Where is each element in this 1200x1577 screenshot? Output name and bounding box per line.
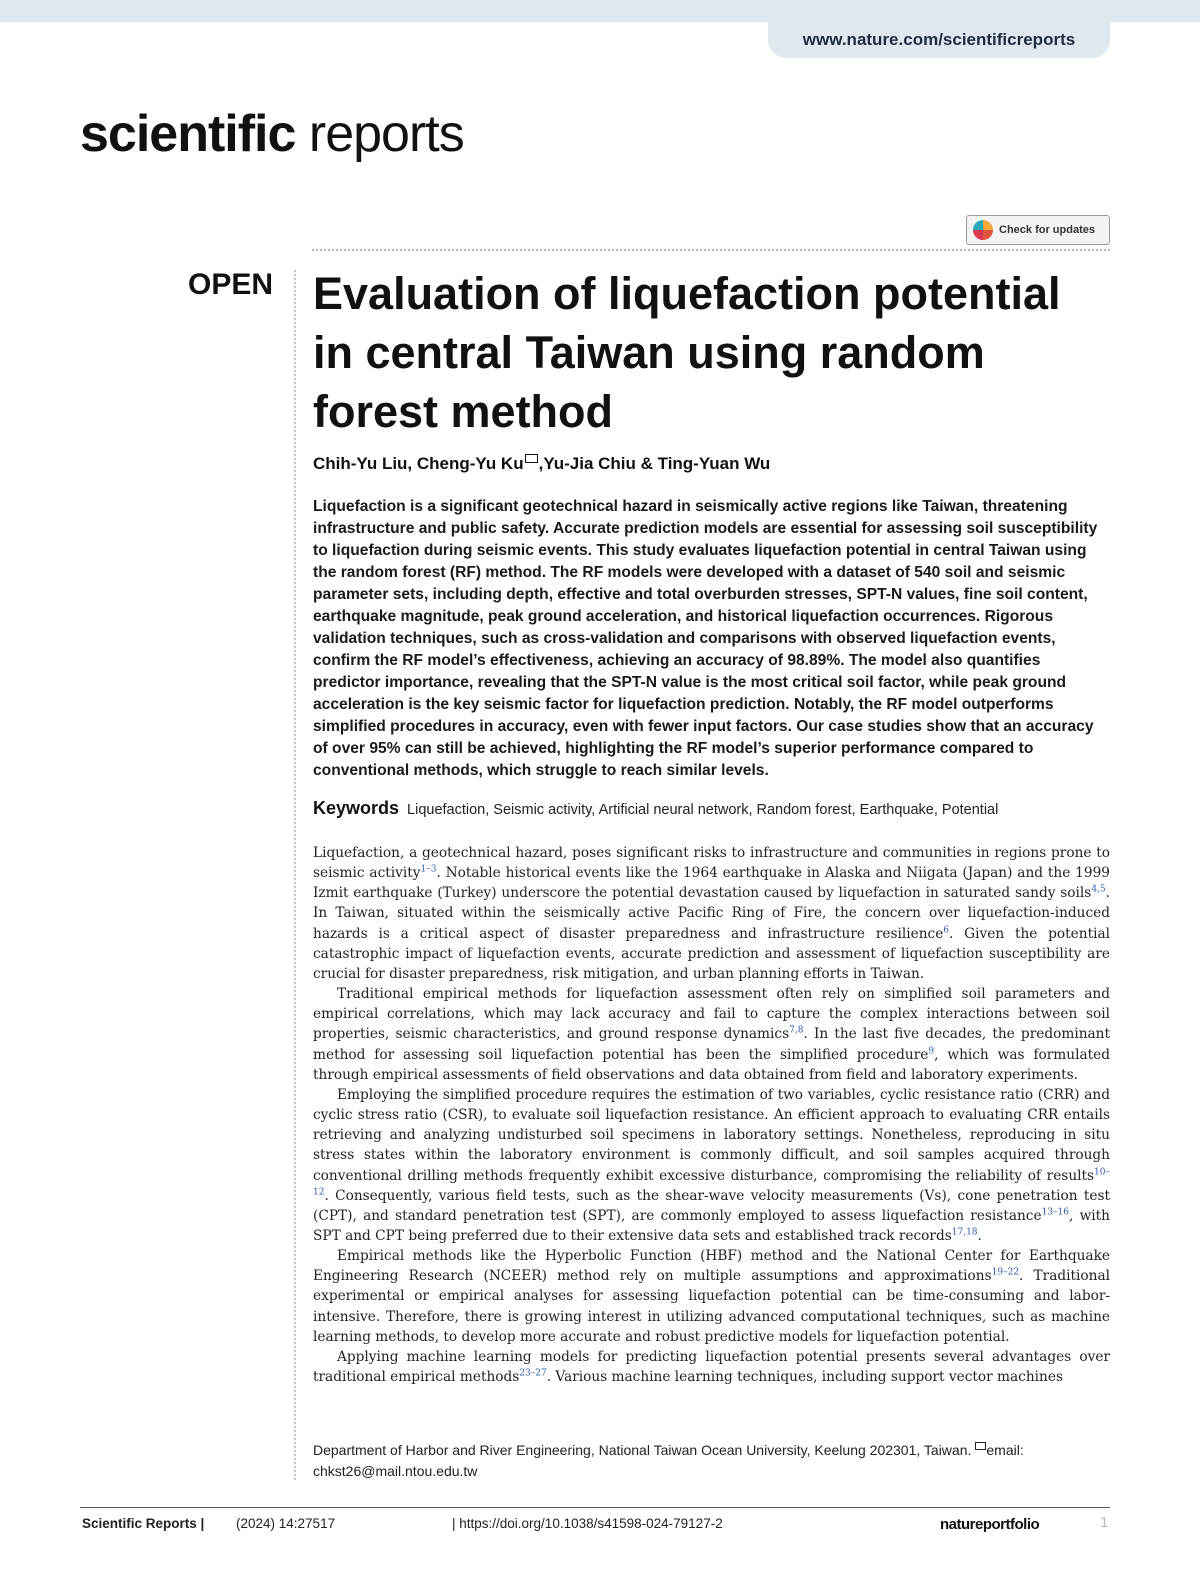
authors-rest: ,Yu-Jia Chiu & Ting-Yuan Wu: [538, 454, 771, 473]
paragraph-4: [313, 1246, 1110, 1347]
text: . Consequently, various field tests, such as the shear-wave velocity measurements (Vs), cone penetration test (CPT), and standard penetration test (SPT), are commonly employed to assess liquefaction resistance: [313, 1187, 1110, 1224]
text: . Given the potential catastrophic impact of liquefaction events, accurate prediction and assessment of liquefaction susceptibility are crucial for disaster preparedness, risk mitigation, and urban planning efforts in Taiwan.: [313, 925, 1110, 982]
envelope-icon: [975, 1442, 986, 1450]
email-link[interactable]: chkst26@mail.ntou.edu.tw: [313, 1463, 478, 1479]
paragraph-1: [313, 843, 1110, 984]
text: Employing the simplified procedure requires the estimation of two variables, cyclic resistance ratio (CRR) and cyclic stress ratio (CSR), to evaluate soil liquefaction resistance. An efficient approach to evaluating CRR entails retrieving and analyzing undisturbed soil specimens in laboratory settings. Nonetheless, reproducing in situ stress states within the laboratory environment is commonly difficult, and soil samples acquired through conventional drilling methods frequently exhibit excessive disturbance, compromising the reliability of results: [313, 1086, 1110, 1184]
footer-volume: (2024) 14:27517: [236, 1516, 336, 1531]
keywords-list: Liquefaction, Seismic activity, Artificial neural network, Random forest, Earthquake, Potential: [407, 802, 999, 818]
citation-link[interactable]: 10–12: [313, 1166, 1110, 1198]
authors-first: Chih-Yu Liu, Cheng-Yu Ku: [313, 454, 524, 473]
citation-link[interactable]: 1–3: [420, 864, 437, 875]
text: . Various machine learning techniques, including support vector machines: [546, 1369, 1063, 1386]
check-for-updates-label: Check for updates: [999, 224, 1095, 236]
article-title: Evaluation of liquefaction potential in central Taiwan using random forest method: [313, 268, 1061, 437]
text: .: [977, 1227, 982, 1244]
envelope-icon[interactable]: [525, 454, 538, 463]
text: . Traditional experimental or empirical analyses for assessing liquefaction potential can be time-consuming and labor-intensive. Therefore, there is growing interest in utilizing advanced computational techniques, such as machine learning methods, to develop more accurate and robust predictive models for liquefaction potential.: [313, 1268, 1110, 1345]
text: . In Taiwan, situated within the seismically active Pacific Ring of Fire, the concern over liquefaction-induced hazards is a critical aspect of disaster preparedness and infrastructure resilience: [313, 885, 1110, 942]
footer-divider: [80, 1507, 1110, 1508]
keywords-label: Keywords: [313, 798, 400, 818]
top-bar: [0, 0, 1200, 22]
footer-doi-link[interactable]: | https://doi.org/10.1038/s41598-024-79127-2: [452, 1516, 723, 1531]
text: Traditional empirical methods for liquefaction assessment often rely on simplified soil parameters and empirical correlations, which may lack accuracy and fail to capture the complex interactions between soil properties, seismic characteristics, and ground response dynamics: [313, 986, 1110, 1043]
journal-logo[interactable]: [80, 104, 464, 164]
text: , with SPT and CPT being preferred due to their extensive data sets and established track records: [313, 1207, 1110, 1244]
paragraph-2: [313, 984, 1110, 1085]
paragraph-5: [313, 1347, 1110, 1387]
nature-portfolio-logo: natureportfolio: [940, 1516, 1040, 1533]
check-for-updates-button[interactable]: [966, 215, 1110, 245]
citation-link[interactable]: 7,8: [789, 1025, 804, 1036]
text: . Notable historical events like the 1964 earthquake in Alaska and Niigata (Japan) and the 1999 Izmit earthquake (Turkey) underscore the potential devastation caused by liquefaction in saturated sandy soils: [313, 865, 1111, 902]
logo-word-scientific: scientific: [80, 105, 296, 163]
author-list: [313, 454, 770, 474]
text: , which was formulated through empirical assessments of field observations and data obtained from field and laboratory experiments.: [313, 1046, 1110, 1083]
email-label: email:: [986, 1442, 1024, 1458]
affiliation-text: Department of Harbor and River Engineering, National Taiwan Ocean University, Keelung 202301, Taiwan.: [313, 1442, 972, 1458]
keywords: [313, 798, 1113, 819]
abstract: Liquefaction is a significant geotechnical hazard in seismically active regions like Taiwan, threatening infrastructure and public safety. Accurate prediction models are essential for assessing soil susceptibility to liquefaction during seismic events. This study evaluates liquefaction potential in central Taiwan using the random forest (RF) method. The RF models were developed with a dataset of 540 soil and seismic parameter sets, including depth, effective and total overburden stresses, SPT-N values, fine soil content, earthquake magnitude, peak ground acceleration, and historical liquefaction occurrences. Rigorous validation techniques, such as cross-validation and comparisons with observed liquefaction events, confirm the RF model’s effectiveness, achieving an accuracy of 98.89%. The model also quantifies predictor importance, revealing that the SPT-N value is the most critical soil factor, while peak ground acceleration is the key seismic factor for liquefaction prediction. Notably, the RF model outperforms simplified procedures in accuracy, even with fewer input factors. Our case studies show that an accuracy of over 95% can still be achieved, highlighting the RF model’s superior performance compared to conventional methods, which struggle to reach similar levels.: [313, 498, 1098, 779]
text: . In the last five decades, the predominant method for assessing soil liquefaction potential has been the simplified procedure: [313, 1026, 1110, 1063]
citation-link[interactable]: 23–27: [519, 1368, 547, 1379]
open-access-label: OPEN: [188, 268, 274, 301]
page-number: 1: [1100, 1514, 1109, 1531]
article-body: [313, 843, 1110, 1387]
citation-link[interactable]: 19–22: [991, 1267, 1020, 1278]
text: Applying machine learning models for predicting liquefaction potential presents several advantages over traditional empirical methods: [313, 1348, 1110, 1386]
affiliation: [313, 1440, 1113, 1482]
margin-divider: [294, 270, 296, 1480]
footer-journal: Scientific Reports |: [82, 1516, 205, 1531]
journal-url-link[interactable]: www.nature.com/scientificreports: [768, 22, 1110, 58]
citation-link[interactable]: 13–16: [1041, 1207, 1069, 1218]
citation-link[interactable]: 4,5: [1091, 884, 1106, 895]
text: Empirical methods like the Hyperbolic Function (HBF) method and the National Center for Earthquake Engineering Research (NCEER) method rely on multiple assumptions and approximations: [313, 1248, 1110, 1285]
crossmark-icon: [973, 220, 993, 240]
citation-link[interactable]: 17,18: [951, 1227, 978, 1238]
logo-word-reports: reports: [308, 105, 464, 163]
text: Liquefaction, a geotechnical hazard, poses significant risks to infrastructure and communities in regions prone to seismic activity: [313, 845, 1110, 882]
citation-link[interactable]: 9: [928, 1046, 935, 1056]
header-divider: [312, 249, 1110, 251]
citation-link[interactable]: 6: [943, 925, 950, 936]
paragraph-3: [313, 1085, 1110, 1246]
